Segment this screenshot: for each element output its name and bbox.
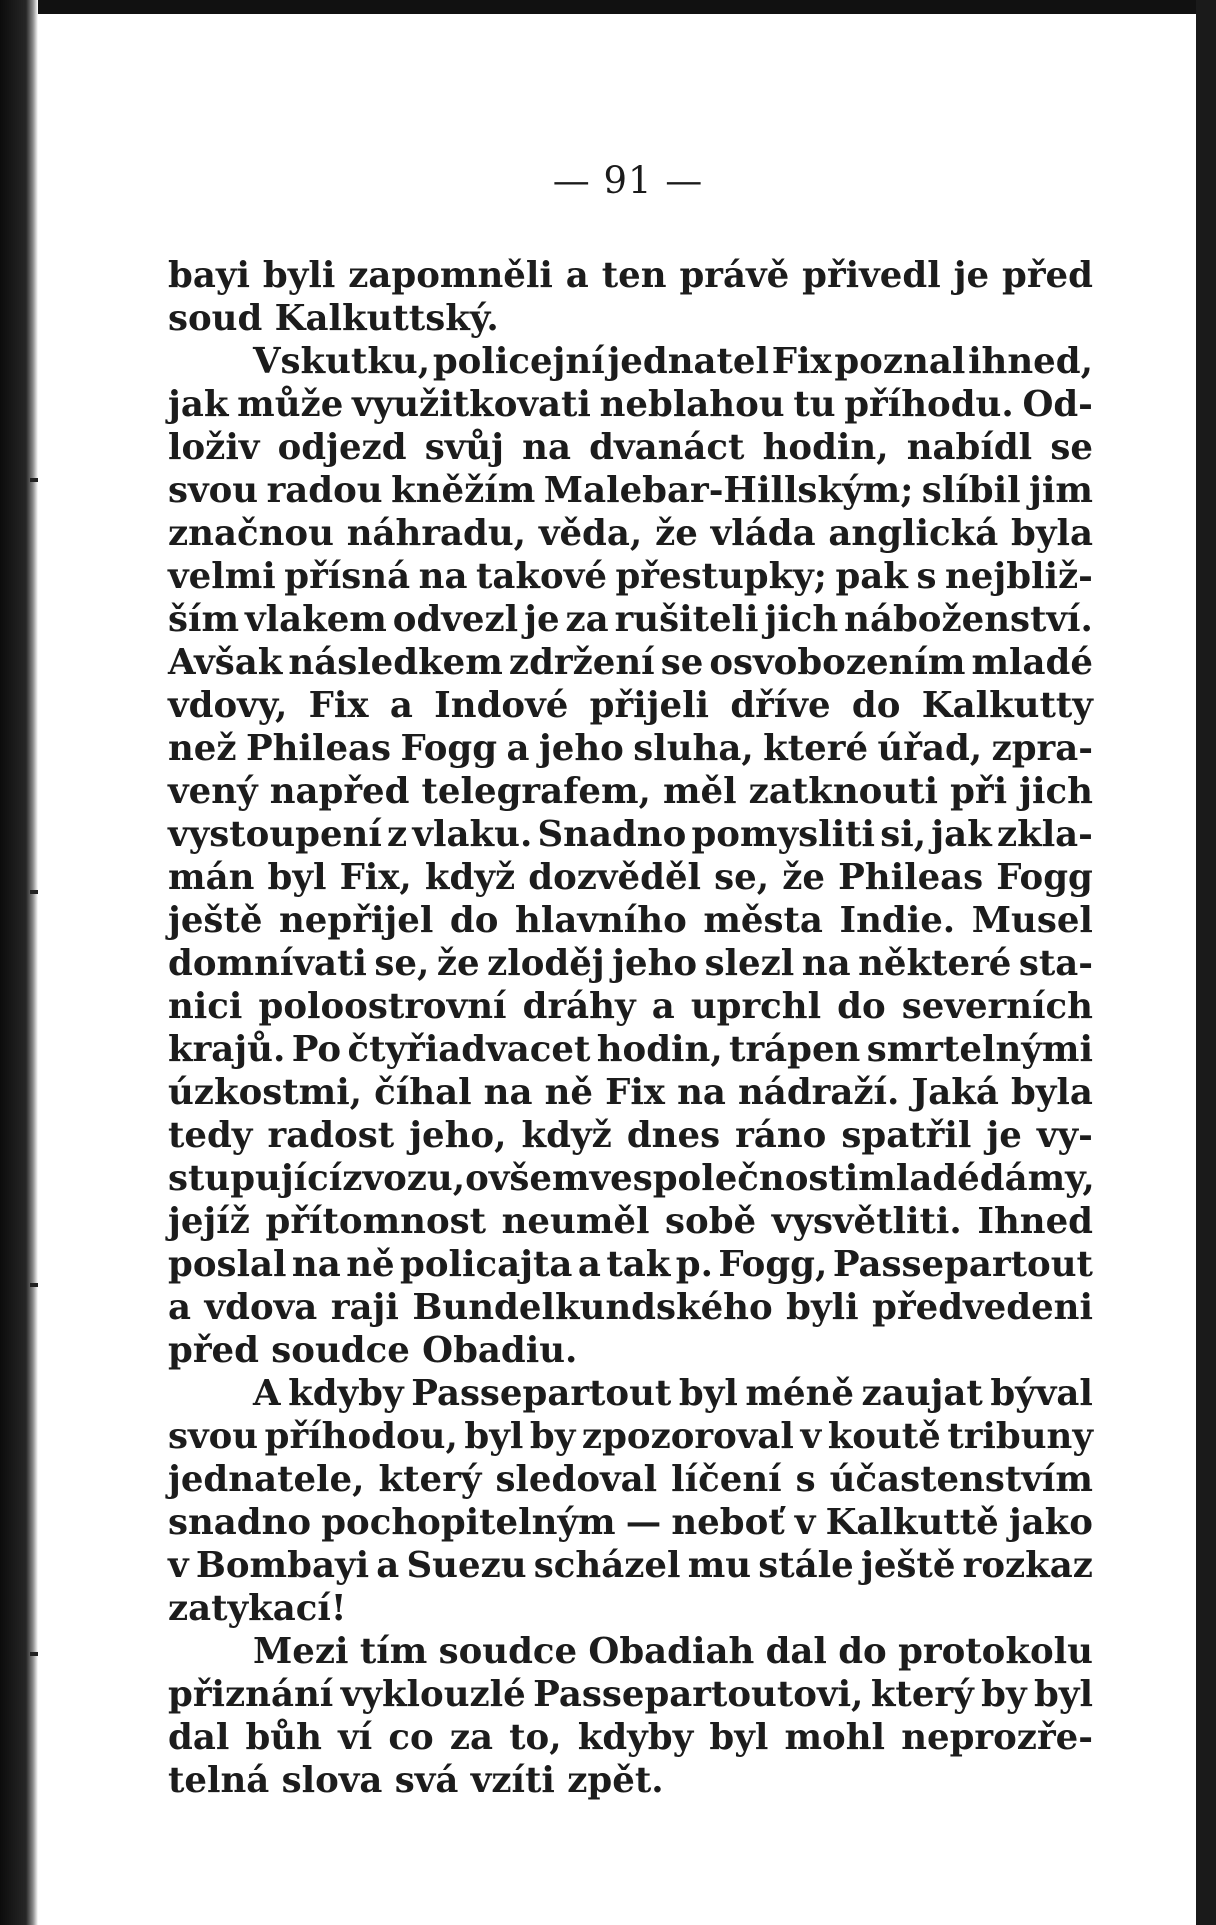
text-line: ším vlakem odvezl je za rušiteli jich náboženství. [168,599,1093,640]
text-line: před soudce Obadiu. [168,1330,578,1371]
text-line: krajů. Po čtyřiadvacet hodin, trápen smrtelnými [168,1029,1093,1070]
text-line: loživ odjezd svůj na dvanáct hodin, nabídl se [168,427,1093,468]
text-line: v Bombayi a Suezu scházel mu stále ještě rozkaz [168,1545,1093,1586]
scan-right-edge [1196,0,1216,1925]
text-line: vený napřed telegrafem, měl zatknouti při jich [168,771,1093,812]
text-line: a vdova raji Bundelkundského byli předvedeni [168,1287,1093,1328]
book-spine-edge [0,0,38,1925]
text-line: Vskutku, policejní jednatel Fix poznal ihned, [253,341,1093,382]
text-line: domnívati se, že zloděj jeho slezl na některé sta- [168,943,1093,984]
body-text [168,254,1093,1802]
text-line: vystoupení z vlaku. Snadno pomysliti si, jak zkla- [168,814,1093,855]
text-line: Avšak následkem zdržení se osvobozením mladé [168,642,1093,683]
text-line: svou radou kněžím Malebar-Hillským; slíbil jim [168,470,1093,511]
text-line: dal bůh ví co za to, kdyby byl mohl neprozře- [168,1717,1093,1758]
text-line: velmi přísná na takové přestupky; pak s nejbliž- [168,556,1093,597]
text-line: úzkostmi, číhal na ně Fix na nádraží. Jaká byla [168,1072,1093,1113]
page-number: — 91 — [552,159,704,202]
text-line: Mezi tím soudce Obadiah dal do protokolu [253,1631,1093,1672]
text-line: vdovy, Fix a Indové přijeli dříve do Kalkutty [168,685,1093,726]
text-line: jak může využitkovati neblahou tu příhodu. Od- [168,384,1093,425]
text-line: svou příhodou, byl by zpozoroval v koutě tribuny [168,1416,1093,1457]
text-line: bayi byli zapomněli a ten právě přivedl je před [168,255,1093,296]
text-line: soud Kalkuttský. [168,298,499,339]
text-line: A kdyby Passepartout byl méně zaujat býval [253,1373,1093,1414]
text-line: ještě nepřijel do hlavního města Indie. Musel [168,900,1093,941]
text-line: nici poloostrovní dráhy a uprchl do severních [168,986,1093,1027]
text-line: než Phileas Fogg a jeho sluha, které úřad, zpra- [168,728,1093,769]
text-line: jejíž přítomnost neuměl sobě vysvětliti. Ihned [168,1201,1093,1242]
text-line: přiznání vyklouzlé Passepartoutovi, který by byl [168,1674,1093,1715]
text-line: stupující z vozu, ovšem ve společnosti mladé dámy, [168,1158,1095,1199]
text-line: snadno pochopitelným — neboť v Kalkuttě jako [168,1502,1093,1543]
book-page [38,14,1196,1925]
scan-top-edge [0,0,1216,14]
text-line: mán byl Fix, když dozvěděl se, že Phileas Fogg [168,857,1093,898]
text-line: telná slova svá vzíti zpět. [168,1760,664,1801]
text-line: poslal na ně policajta a tak p. Fogg, Passepartout [168,1244,1093,1285]
text-line: zatykací! [168,1588,347,1629]
text-line: jednatele, který sledoval líčení s účastenstvím [168,1459,1093,1500]
text-line: značnou náhradu, věda, že vláda anglická byla [168,513,1093,554]
text-line: tedy radost jeho, když dnes ráno spatřil je vy- [168,1115,1093,1156]
